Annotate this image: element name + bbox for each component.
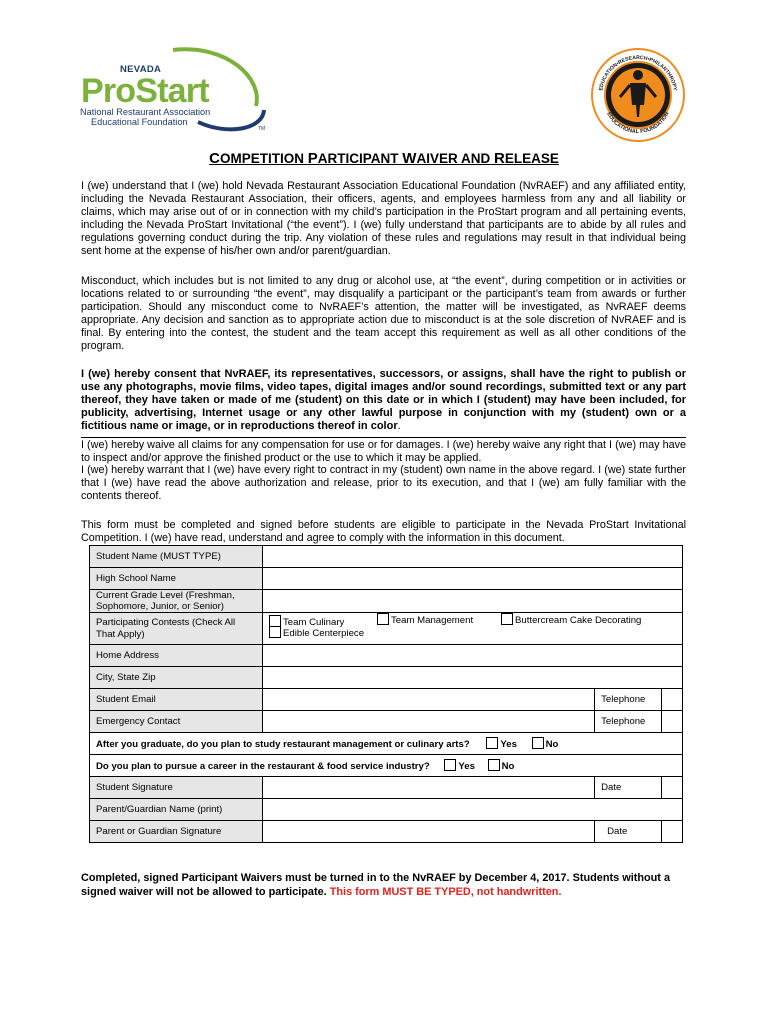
student-date-field[interactable] (662, 777, 683, 799)
student-name-field[interactable] (263, 546, 683, 568)
city-state-zip-label: City, State Zip (90, 667, 263, 689)
career-no-option[interactable] (488, 761, 515, 772)
no-label: No (545, 739, 559, 750)
table-row (90, 546, 683, 568)
title-word: OMPETITION (219, 151, 304, 166)
study-question-row (90, 733, 683, 755)
logo-line-2: Educational Foundation (91, 117, 188, 127)
high-school-label: High School Name (90, 568, 263, 590)
yes-label: Yes (458, 761, 475, 772)
home-address-label: Home Address (90, 645, 263, 667)
title-cap: C (209, 150, 220, 167)
career-yes-option[interactable] (444, 761, 475, 772)
contest-label: Team Culinary (283, 617, 345, 628)
title-word: AIVER AND (416, 151, 491, 166)
student-email-field[interactable] (263, 689, 595, 711)
table-row (90, 689, 683, 711)
seal-bottom-text: EDUCATIONAL FOUNDATION (605, 111, 671, 136)
guardian-signature-label: Parent or Guardian Signature (90, 821, 263, 843)
student-telephone-label: Telephone (595, 689, 662, 711)
table-row (90, 645, 683, 667)
checkbox[interactable] (488, 759, 500, 771)
compensation-waiver-paragraph: I (we) hereby waive all claims for any compensation for use or for damages. I (we) hereby waive any right that I (we) may have to inspect and/or approve the finished product or the use to which it may be applied. (81, 439, 686, 464)
svg-text:EDUCATION•RESEARCH•PHILANTHROP (598, 55, 678, 92)
study-question: After you graduate, do you plan to study restaurant management or culinary arts? (96, 739, 470, 750)
contest-label: Buttercream Cake Decorating (515, 615, 642, 626)
title-cap: P (307, 150, 318, 167)
prostart-logo (78, 44, 268, 136)
table-row (90, 821, 683, 843)
table-row (90, 613, 683, 645)
student-date-label: Date (595, 777, 662, 799)
liability-paragraph: I (we) understand that I (we) hold Nevada Restaurant Association Educational Foundation (NvRAEF) and any affiliated entity, including the Nevada Restaurant Association, their officers, agents, and employees harmless from any and all liability or claims, which may arise out of or in connection with my child’s participation in the ProStart program and all pertaining events, including the Nevada ProStart Invitational (“the event”). I (we) fully understand that participants are to abide by all rules and regulations governing conduct during the trip. Any violation of these rules and regulations may result in that individual being sent home at the expense of his/her own and/or parent/guardian. (81, 180, 686, 257)
contest-option-edible-centerpiece[interactable] (269, 626, 364, 639)
submission-notice (81, 872, 691, 899)
media-consent-text: I (we) hereby consent that NvRAEF, its representatives, successors, or assigns, shall have the right to publish or use any photographs, movie films, video tapes, digital images and/or sound recordings, submitted text or any part thereof, they have taken or made of me (student) on this date or in which I (student) may have been included, for publicity, advertising, Internet usage or any other lawful purpose in conjunction with my (student) own or a fictitious name or image, or in reproductions thereof in color (81, 368, 686, 433)
warranty-paragraph: I (we) hereby warrant that I (we) have every right to contract in my (student) own name in the above regard. I (we) state further that I (we) have read the above authorization and release, prior to its execution, and that I (we) am fully familiar with the contents thereof. (81, 464, 686, 502)
student-signature-label: Student Signature (90, 777, 263, 799)
checkbox[interactable] (377, 613, 389, 625)
table-row (90, 667, 683, 689)
checkbox[interactable] (444, 759, 456, 771)
page-title (0, 150, 768, 167)
emergency-telephone-field[interactable] (662, 711, 683, 733)
student-email-label: Student Email (90, 689, 263, 711)
grade-level-field[interactable] (263, 590, 683, 613)
checkbox[interactable] (532, 737, 544, 749)
media-consent-end: . (397, 420, 401, 433)
emergency-contact-label: Emergency Contact (90, 711, 263, 733)
title-cap: W (402, 150, 417, 167)
study-no-option[interactable] (532, 739, 559, 750)
home-address-field[interactable] (263, 645, 683, 667)
student-name-label: Student Name (MUST TYPE) (90, 546, 263, 568)
checkbox[interactable] (269, 626, 281, 638)
study-yes-option[interactable] (486, 739, 517, 750)
contests-field (263, 613, 683, 645)
student-signature-field[interactable] (263, 777, 595, 799)
table-row (90, 799, 683, 821)
high-school-field[interactable] (263, 568, 683, 590)
table-row (90, 777, 683, 799)
contest-option-buttercream[interactable] (501, 613, 641, 626)
table-row (90, 568, 683, 590)
city-state-zip-field[interactable] (263, 667, 683, 689)
student-telephone-field[interactable] (662, 689, 683, 711)
emergency-contact-field[interactable] (263, 711, 595, 733)
title-word: ELEASE (504, 151, 559, 166)
table-row (90, 733, 683, 755)
submission-deadline-text: Completed, signed Participant Waivers must be turned in to the NvRAEF by December 4, 2017. Students without a signed waiver will not be allowed to participate. (81, 872, 671, 898)
media-consent-paragraph (81, 368, 686, 433)
career-question: Do you plan to pursue a career in the restaurant & food service industry? (96, 761, 430, 772)
yes-label: Yes (500, 739, 517, 750)
logo-line-1: National Restaurant Association (80, 107, 211, 117)
title-cap: R (493, 150, 505, 167)
contest-label: Team Management (391, 615, 474, 626)
nvraef-seal-logo (590, 47, 686, 143)
contest-label: Edible Centerpiece (283, 628, 365, 639)
title-word: ARTICIPANT (317, 151, 399, 166)
logo-state: NEVADA (120, 64, 162, 75)
typed-requirement-text: This form MUST BE TYPED, not handwritten. (329, 885, 562, 898)
misconduct-paragraph: Misconduct, which includes but is not limited to any drug or alcohol use, at “the event”, during competition or in activities or locations related to or surrounding “the event”, may disqualify a participant or the participant’s team from awards or further participation. Should any misconduct come to NvRAEF’s attention, the matter will be investigated, as NvRAEF deems appropriate. Any decision and sanction as to appropriate action due to misconduct is at the sole discretion of NvRAEF and is final. By entering into the contest, the student and the team accept this requirement as well as all other conditions of the program. (81, 275, 686, 352)
form-instructions-paragraph: This form must be completed and signed before students are eligible to participate in the Nevada ProStart Invitational Competition. I (we) have read, understand and agree to comply with the information in this document. (81, 519, 686, 544)
participant-form-table (89, 545, 683, 843)
emergency-telephone-label: Telephone (595, 711, 662, 733)
grade-level-label: Current Grade Level (Freshman, Sophomore, Junior, or Senior) (90, 590, 263, 613)
table-row (90, 755, 683, 777)
table-row (90, 590, 683, 613)
logo-brand: ProStart (81, 72, 209, 110)
guardian-date-label: Date (595, 821, 662, 843)
contests-label: Participating Contests (Check All That Apply) (90, 613, 263, 645)
no-label: No (501, 761, 515, 772)
checkbox[interactable] (486, 737, 498, 749)
guardian-name-label: Parent/Guardian Name (print) (90, 799, 263, 821)
guardian-date-field[interactable] (662, 821, 683, 843)
guardian-signature-field[interactable] (263, 821, 595, 843)
svg-text:EDUCATIONAL FOUNDATION (605, 111, 671, 135)
checkbox[interactable] (501, 613, 513, 625)
career-question-row (90, 755, 683, 777)
logo-tm: TM (258, 126, 266, 132)
table-row (90, 711, 683, 733)
contest-option-team-management[interactable] (377, 613, 473, 626)
guardian-name-field[interactable] (263, 799, 683, 821)
seal-top-text: EDUCATION•RESEARCH•PHILANTHROPY (598, 55, 678, 92)
